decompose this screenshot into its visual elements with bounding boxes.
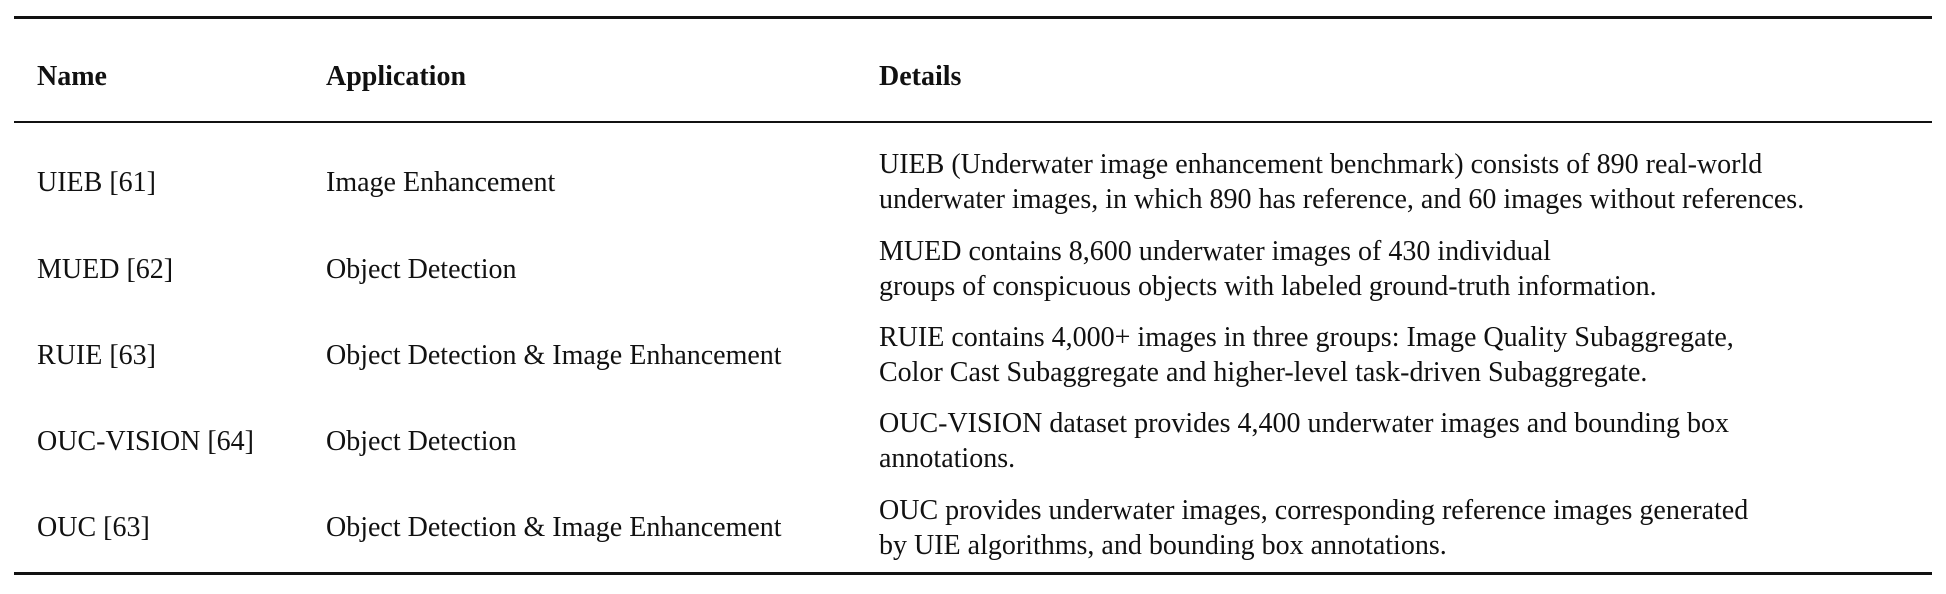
row-2-details-line-1: MUED contains 8,600 underwater images of 430 individual [879,236,1551,267]
row-5-details-line-1: OUC provides underwater images, corresponding reference images generated [879,495,1749,526]
table-top-rule [14,16,1932,19]
row-1-details-line-2: underwater images, in which 890 has reference, and 60 images without references. [879,184,1805,215]
row-5-application: Object Detection & Image Enhancement [326,512,782,543]
row-3-details-line-1: RUIE contains 4,000+ images in three groups: Image Quality Subaggregate, [879,322,1734,353]
row-4-details-line-2: annotations. [879,443,1016,474]
row-4-application: Object Detection [326,426,517,457]
row-1-name: UIEB [61] [37,167,156,198]
row-3-name: RUIE [63] [37,340,156,371]
header-application: Application [326,61,467,92]
row-4-details-line-1: OUC-VISION dataset provides 4,400 underwater images and bounding box [879,408,1729,439]
row-5-name: OUC [63] [37,512,150,543]
row-2-application: Object Detection [326,254,517,285]
row-2-details-line-2: groups of conspicuous objects with labeled ground-truth information. [879,271,1657,302]
header-name: Name [37,61,107,92]
table-bottom-rule [14,572,1932,575]
row-1-application: Image Enhancement [326,167,556,198]
row-5-details-line-2: by UIE algorithms, and bounding box annotations. [879,530,1447,561]
header-details: Details [879,61,962,92]
table-header-rule [14,121,1932,123]
row-2-name: MUED [62] [37,254,174,285]
row-1-details-line-1: UIEB (Underwater image enhancement benchmark) consists of 890 real-world [879,149,1763,180]
row-4-name: OUC-VISION [64] [37,426,254,457]
row-3-application: Object Detection & Image Enhancement [326,340,782,371]
row-3-details-line-2: Color Cast Subaggregate and higher-level task-driven Subaggregate. [879,357,1648,388]
